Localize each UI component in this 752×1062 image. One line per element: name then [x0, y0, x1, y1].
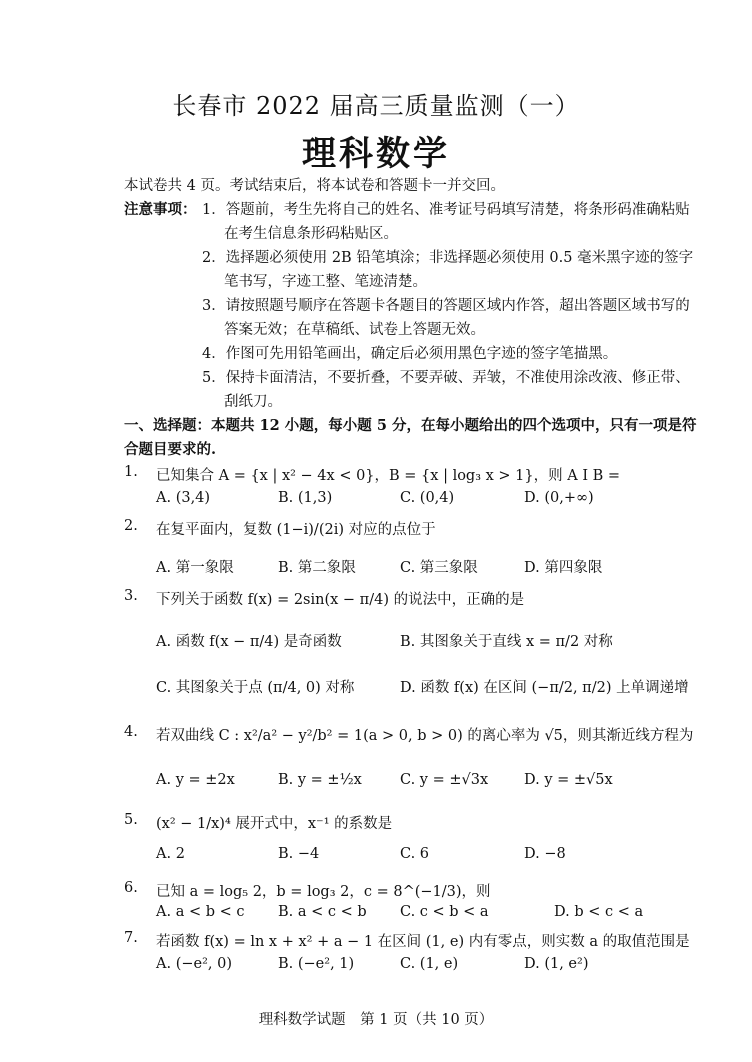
option-d: D. (1, e²) [524, 956, 589, 972]
option-a: A. (−e², 0) [156, 956, 232, 972]
notice-item: 答案无效；在草稿纸、试卷上答题无效。 [224, 322, 485, 338]
option-c: C. y = ±√3x [400, 772, 489, 788]
question-number: 2. [124, 518, 138, 534]
page-title: 长春市 2022 届高三质量监测（一） [172, 92, 580, 120]
option-d: D. −8 [524, 846, 566, 862]
question-number: 7. [124, 930, 138, 946]
question-number: 3. [124, 588, 138, 604]
question-number: 6. [124, 880, 138, 896]
notice-item: 1．答题前，考生先将自己的姓名、准考证号码填写清楚，将条形码准确粘贴 [202, 202, 690, 218]
option-b: B. (1,3) [278, 490, 333, 506]
option-b: B. y = ±½x [278, 772, 362, 788]
option-c: C. 第三象限 [400, 560, 478, 576]
question-number: 1. [124, 464, 138, 480]
option-c: C. (1, e) [400, 956, 459, 972]
option-a: A. (3,4) [156, 490, 211, 506]
notice-label: 注意事项： [124, 201, 197, 218]
option-d: D. y = ±√5x [524, 772, 613, 788]
question-number: 4. [124, 724, 138, 740]
option-b: B. (−e², 1) [278, 956, 355, 972]
notice-item: 2．选择题必须使用 2B 铅笔填涂；非选择题必须使用 0.5 毫米黑字迹的签字 [202, 250, 694, 266]
question-stem: 下列关于函数 f(x) = 2sin(x − π/4) 的说法中，正确的是 [156, 592, 525, 608]
notice-item: 3．请按照题号顺序在答题卡各题目的答题区域内作答，超出答题区域书写的 [202, 298, 690, 314]
option-a: A. y = ±2x [156, 772, 235, 788]
question-stem: 若函数 f(x) = ln x + x² + a − 1 在区间 (1, e) 内有零点，则实数 a 的取值范围是 [156, 934, 690, 950]
page-subtitle: 理科数学 [302, 134, 450, 174]
question-stem: 若双曲线 C : x²/a² − y²/b² = 1(a > 0, b > 0) 的离心率为 √5，则其渐近线方程为 [156, 728, 694, 744]
question-stem: 在复平面内，复数 (1−i)/(2i) 对应的点位于 [156, 522, 436, 538]
option-a: A. 第一象限 [156, 560, 234, 576]
question-stem: 已知集合 A = {x | x² − 4x < 0}，B = {x | log₃ x > 1}，则 A I B = [156, 468, 621, 484]
section-heading: 一、选择题：本题共 12 小题，每小题 5 分，在每小题给出的四个选项中，只有一项是符 [124, 417, 697, 434]
option-c: C. 其图象关于点 (π/4, 0) 对称 [156, 680, 355, 696]
option-b: B. −4 [278, 846, 320, 862]
option-c: C. c < b < a [400, 904, 489, 920]
question-stem: (x² − 1/x)⁴ 展开式中，x⁻¹ 的系数是 [156, 816, 393, 832]
option-a: A. a < b < c [156, 904, 245, 920]
option-d: D. 函数 f(x) 在区间 (−π/2, π/2) 上单调递增 [400, 680, 689, 696]
section-heading-cont: 合题目要求的. [124, 441, 217, 458]
option-b: B. 第二象限 [278, 560, 356, 576]
option-b: B. 其图象关于直线 x = π/2 对称 [400, 634, 613, 650]
option-c: C. 6 [400, 846, 430, 862]
option-c: C. (0,4) [400, 490, 455, 506]
option-a: A. 2 [156, 846, 185, 862]
notice-item: 4．作图可先用铅笔画出，确定后必须用黑色字迹的签字笔描黑。 [202, 346, 618, 362]
page-footer: 理科数学试题 第 1 页（共 10 页） [258, 1012, 494, 1028]
question-stem: 已知 a = log₅ 2，b = log₃ 2，c = 8^(−1/3)，则 [156, 884, 491, 900]
option-d: D. (0,+∞) [524, 490, 594, 506]
option-b: B. a < c < b [278, 904, 367, 920]
option-a: A. 函数 f(x − π/4) 是奇函数 [156, 634, 342, 650]
notice-item: 在考生信息条形码粘贴区。 [224, 226, 398, 242]
notice-item: 5．保持卡面清洁，不要折叠，不要弄破、弄皱，不准使用涂改液、修正带、 [202, 370, 690, 386]
question-number: 5. [124, 812, 138, 828]
option-d: D. b < c < a [554, 904, 644, 920]
notice-item: 刮纸刀。 [224, 394, 282, 410]
intro-text: 本试卷共 4 页。考试结束后，将本试卷和答题卡一并交回。 [124, 178, 505, 194]
notice-item: 笔书写，字迹工整、笔迹清楚。 [224, 274, 427, 290]
option-d: D. 第四象限 [524, 560, 603, 576]
